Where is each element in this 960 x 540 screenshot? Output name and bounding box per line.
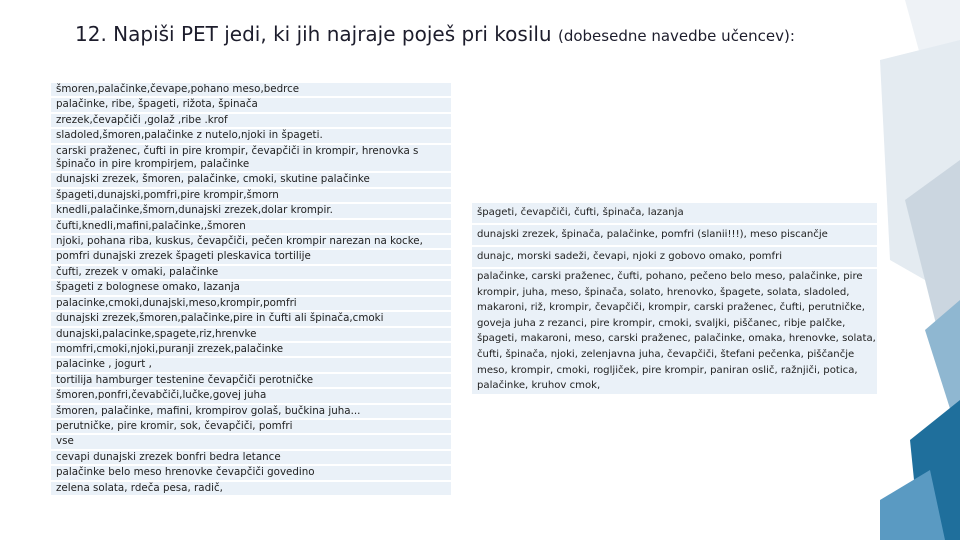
- list-item: čufti, zrezek v omaki, palačinke: [51, 266, 451, 281]
- list-item: palacinke,cmoki,dunajski,meso,krompir,pomfri: [51, 297, 451, 312]
- list-item: cevapi dunajski zrezek bonfri bedra letance: [51, 451, 451, 466]
- list-item: palačinke, carski praženec, čufti, pohano, pečeno belo meso, palačinke, pire krompir, juha, meso, špinača, solato, hrenovko, špagete, solata, sladoled, makaroni, riž, krompir, čevapčiči, krompir, carski praženec, čufti, perutničke, goveja juha z rezanci, pire krompir, cmoki, svaljki, piščanec, ribje palčke, špageti, makaroni, meso, carski praženec, palačinke, omaka, hrenovke, solata, čufti, špinača, njoki, zelenjavna juha, čevapčiči, štefani pečenka, piščančje meso, krompir, cmoki, rogljiček, pire krompir, paniran oslič, ražnjiči, potica, palačinke, kruhov cmok,: [472, 269, 877, 396]
- list-item: dunajc, morski sadeži, čevapi, njoki z gobovo omako, pomfri: [472, 247, 877, 269]
- list-item: njoki, pohana riba, kuskus, čevapčiči, pečen krompir narezan na kocke,: [51, 235, 451, 250]
- list-item: čufti,knedli,mafini,palačinke,,šmoren: [51, 220, 451, 235]
- list-item: zrezek,čevapčiči ,golaž ,ribe .krof: [51, 114, 451, 129]
- list-item: špageti z bolognese omako, lazanja: [51, 281, 451, 296]
- list-item: dunajski zrezek,šmoren,palačinke,pire in čufti ali špinača,cmoki: [51, 312, 451, 327]
- left-answer-list: [51, 83, 451, 497]
- list-item: perutničke, pire kromir, sok, čevapčiči, pomfri: [51, 420, 451, 435]
- list-item: vse: [51, 435, 451, 450]
- list-item: momfri,cmoki,njoki,puranji zrezek,palačinke: [51, 343, 451, 358]
- list-item: tortilija hamburger testenine čevapčiči perotničke: [51, 374, 451, 389]
- list-item: pomfri dunajski zrezek špageti pleskavica tortilije: [51, 250, 451, 265]
- list-item: dunajski zrezek, šmoren, palačinke, cmoki, skutine palačinke: [51, 173, 451, 188]
- list-item: palačinke, ribe, špageti, rižota, špinača: [51, 98, 451, 113]
- list-item: carski praženec, čufti in pire krompir, čevapčiči in krompir, hrenovka s špinačo in pire krompirjem, palačinke: [51, 145, 451, 174]
- list-item: sladoled,šmoren,palačinke z nutelo,njoki in špageti.: [51, 129, 451, 144]
- list-item: šmoren,ponfri,čevabčiči,lučke,govej juha: [51, 389, 451, 404]
- list-item: knedli,palačinke,šmorn,dunajski zrezek,dolar krompir.: [51, 204, 451, 219]
- page-title: [75, 22, 955, 46]
- list-item: palacinke , jogurt ,: [51, 358, 451, 373]
- list-item: šmoren,palačinke,čevape,pohano meso,bedrce: [51, 83, 451, 98]
- list-item: šmoren, palačinke, mafini, krompirov golaš, bučkina juha...: [51, 405, 451, 420]
- title-main: 12. Napiši PET jedi, ki jih najraje poješ pri kosilu: [75, 22, 558, 46]
- right-answer-list: [472, 203, 877, 396]
- list-item: palačinke belo meso hrenovke čevapčiči govedino: [51, 466, 451, 481]
- title-sub: (dobesedne navedbe učencev):: [557, 27, 795, 45]
- list-item: zelena solata, rdeča pesa, radič,: [51, 482, 451, 497]
- list-item: špageti,dunajski,pomfri,pire krompir,šmorn: [51, 189, 451, 204]
- list-item: dunajski,palacinke,spagete,riz,hrenvke: [51, 328, 451, 343]
- list-item: dunajski zrezek, špinača, palačinke, pomfri (slanii!!!), meso piscančje: [472, 225, 877, 247]
- list-item: špageti, čevapčiči, čufti, špinača, lazanja: [472, 203, 877, 225]
